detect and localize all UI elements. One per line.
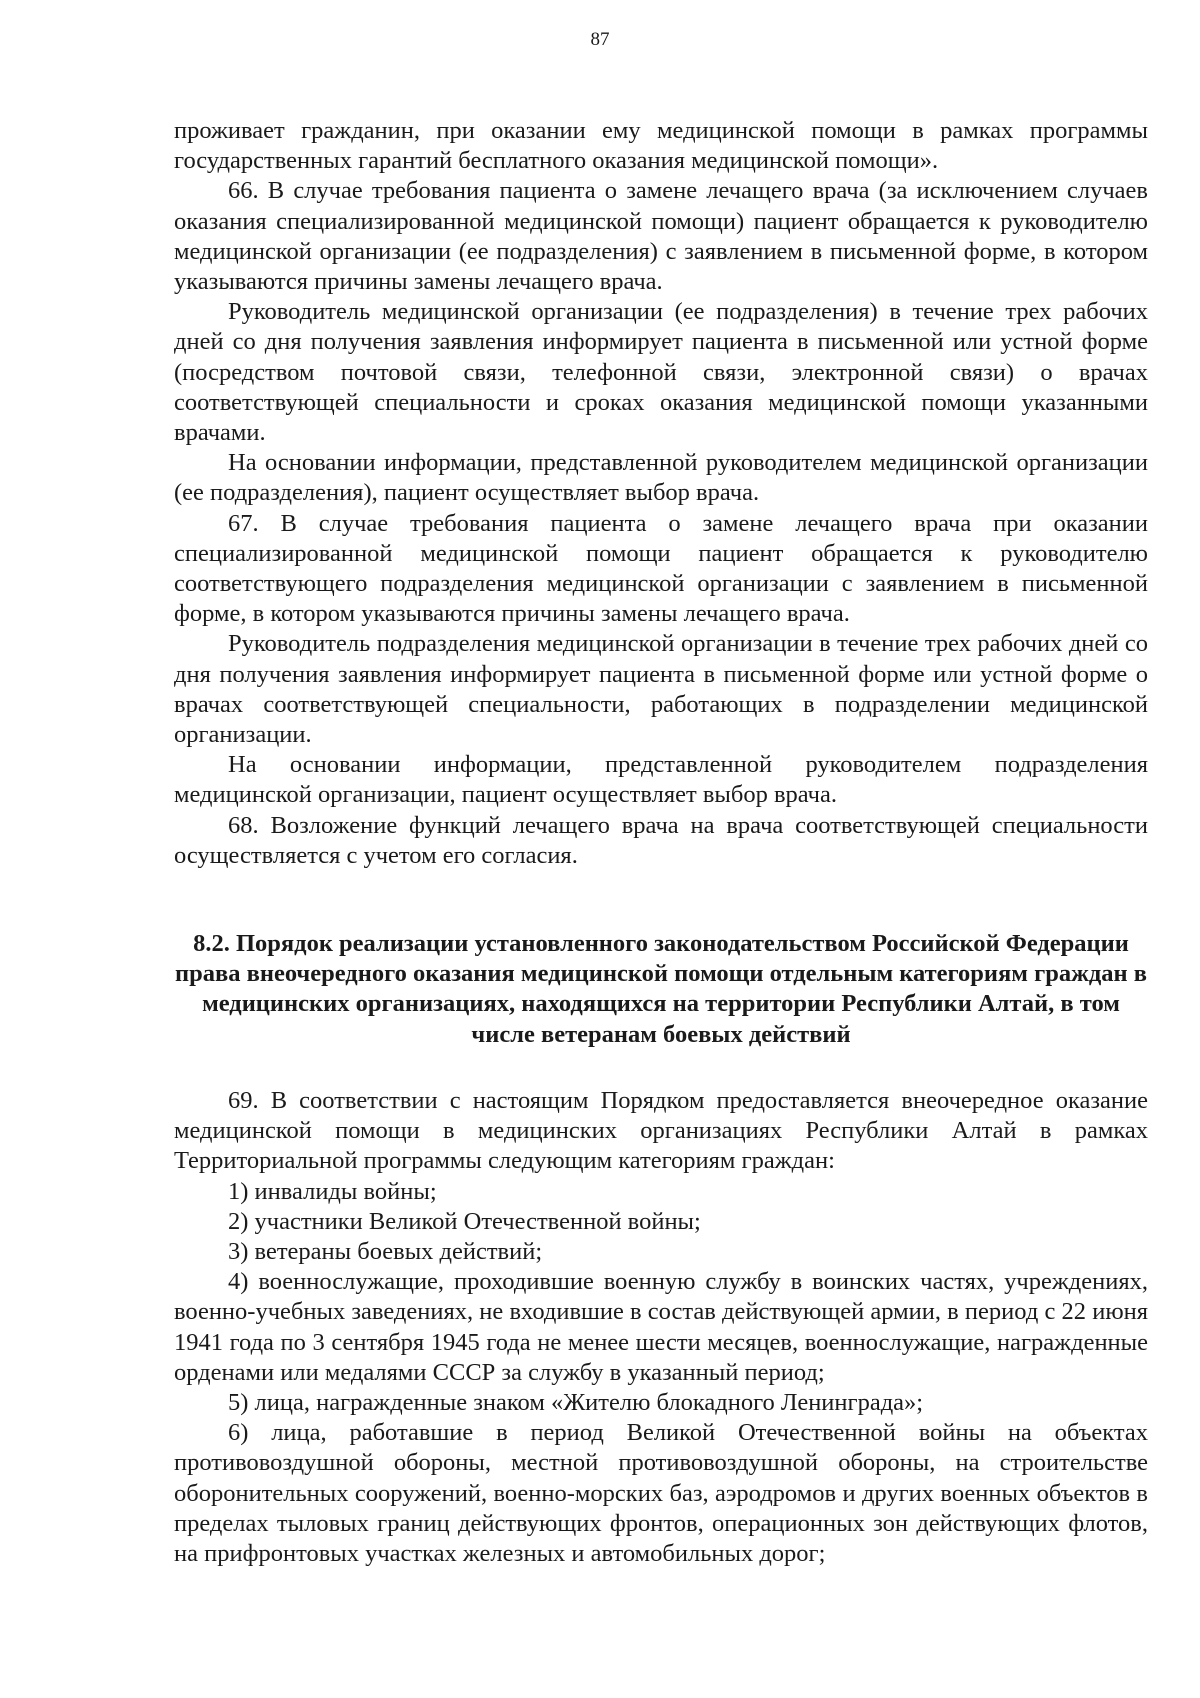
page-number: 87 xyxy=(590,29,610,50)
list-item-5: 5) лица, награжденные знаком «Жителю блокадного Ленинграда»; xyxy=(228,1388,924,1416)
list-item-1: 1) инвалиды войны; xyxy=(228,1177,437,1205)
list-item-2: 2) участники Великой Отечественной войны; xyxy=(228,1207,701,1235)
section-heading: 8.2. Порядок реализации установленного законодательством Российской Федерации права внеочередного оказания медицинской помощи отдельным категориям граждан в медицинских организациях, находящихся на территории Республики Алтай, в том числе ветеранам боевых действий xyxy=(175,930,1147,1048)
paragraph-67-head-response: Руководитель подразделения медицинской организации в течение трех рабочих дней со дня получения заявления информирует пациента в письменной форме или устной форме о врачах соответствующей специальности, работающих в подразделении медицинской организации. xyxy=(174,630,1148,749)
paragraph-67: 67. В случае требования пациента о замене лечащего врача при оказании специализированной медицинской помощи пациент обращается к руководителю соответствующего подразделения медицинской организации с заявлением в письменной форме, в котором указываются причины замены лечащего врача. xyxy=(174,509,1148,628)
list-item-3: 3) ветераны боевых действий; xyxy=(228,1237,543,1265)
list-item-6: 6) лица, работавшие в период Великой Отечественной войны на объектах противовоздушной обороны, местной противовоздушной обороны, на строительстве оборонительных сооружений, военно-морских баз, аэродромов и других военных объектов в пределах тыловых границ действующих фронтов, операционных зон действующих флотов, на прифронтовых участках железных и автомобильных дорог; xyxy=(174,1419,1148,1567)
paragraph-66-head-response: Руководитель медицинской организации (ее подразделения) в течение трех рабочих дней со дня получения заявления информирует пациента в письменной или устной форме (посредством почтовой связи, телефонной связи, электронной связи) о врачах соответствующей специальности и сроках оказания медицинской помощи указанными врачами. xyxy=(174,298,1148,447)
paragraph-67-choice: На основании информации, представленной руководителем подразделения медицинской организации, пациент осуществляет выбор врача. xyxy=(174,751,1148,809)
paragraph-68: 68. Возложение функций лечащего врача на врача соответствующей специальности осуществляется с учетом его согласия. xyxy=(174,811,1148,869)
list-item-4: 4) военнослужащие, проходившие военную службу в воинских частях, учреждениях, военно-учебных заведениях, не входившие в состав действующей армии, в период с 22 июня 1941 года по 3 сентября 1945 года не менее шести месяцев, военнослужащие, награжденные орденами или медалями СССР за службу в указанный период; xyxy=(174,1268,1148,1386)
document-body xyxy=(174,116,1148,1569)
paragraph-continuation: проживает гражданин, при оказании ему медицинской помощи в рамках программы государственных гарантий бесплатного оказания медицинской помощи». xyxy=(174,117,1148,175)
paragraph-66-choice: На основании информации, представленной руководителем медицинской организации (ее подразделения), пациент осуществляет выбор врача. xyxy=(174,449,1148,507)
paragraph-69: 69. В соответствии с настоящим Порядком предоставляется внеочередное оказание медицинской помощи в медицинских организациях Республики Алтай в рамках Территориальной программы следующим категориям граждан: xyxy=(174,1086,1148,1175)
paragraph-66: 66. В случае требования пациента о замене лечащего врача (за исключением случаев оказания специализированной медицинской помощи) пациент обращается к руководителю медицинской организации (ее подразделения) с заявлением в письменной форме, в котором указываются причины замены лечащего врача. xyxy=(174,177,1148,296)
